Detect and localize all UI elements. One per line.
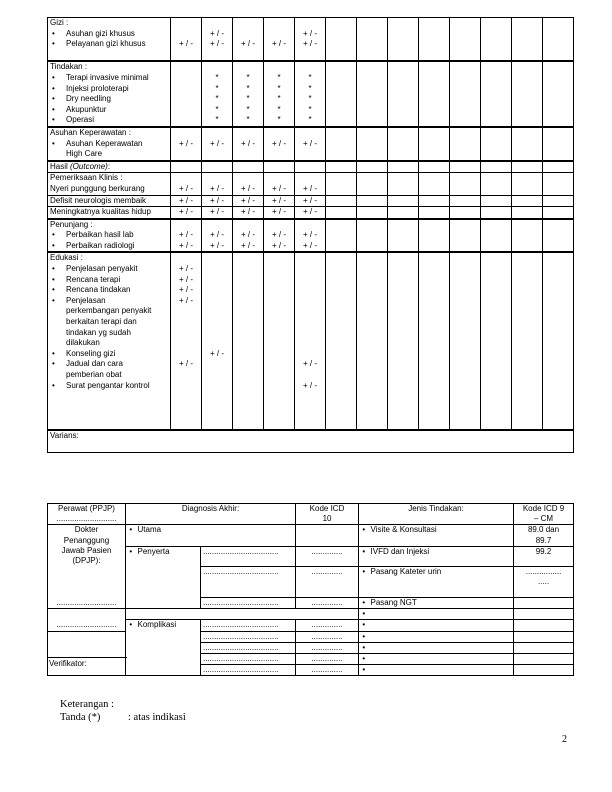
summary-row-komplikasi-3: .................................. .............. • <box>48 642 574 653</box>
diagnosis-header: Diagnosis Akhir: <box>126 504 296 525</box>
pemeriksaan-title: Pemeriksaan Klinis : <box>50 173 123 183</box>
dokter-cell: Dokter Penanggung Jawab Pasien (DPJP): ........................... <box>48 525 126 609</box>
tindakan-title: Tindakan : <box>50 62 88 72</box>
summary-row-blank: ........................... • <box>48 609 574 620</box>
footer-notes <box>60 698 186 724</box>
keperawatan-section: Asuhan Keperawatan : • Asuhan Keperawatan High Care + / - + / - + / - + / - + / - <box>48 127 574 161</box>
summary-row-penyerta: • Penyerta .................................. .............. • IVFD dan Injeksi 99.2 <box>48 546 574 566</box>
gizi-section: Gizi : • Asuhan gizi khusus • Pelayanan gizi khusus + / - + / - + / - + / - + / - + / - + / - <box>48 18 574 62</box>
tindakan-section: Tindakan : • Terapi invasive minimal • Injeksi proloterapi • Dry needling • Akupunktur • Operasi * * * * * * * * * * * * * * * * * * * * <box>48 61 574 127</box>
summary-row-komplikasi-5: .................................. .............. • <box>48 665 574 676</box>
tanda-desc: : atas indikasi <box>128 712 186 723</box>
tindakan-marks: * * * * * <box>202 61 233 127</box>
varians-section <box>48 430 574 452</box>
clinical-pathway-table <box>47 17 574 453</box>
penunjang-title: Penunjang : <box>50 219 93 229</box>
summary-row-komplikasi-2: .................................. .............. • <box>48 631 574 642</box>
summary-table <box>47 503 574 676</box>
summary-row-komplikasi-4: .................................. .............. • <box>48 654 574 665</box>
summary-row-utama: Dokter Penanggung Jawab Pasien (DPJP): ........................... • Utama • Visite & Konsultasi 89.0 dan 89.7 <box>48 525 574 546</box>
hasil-section <box>48 161 574 173</box>
pemeriksaan-row-defisit: Defisit neurologis membaik + / - + / - + / - + / - + / - <box>48 195 574 207</box>
edukasi-section: Edukasi : • Penjelasan penyakit • Rencana terapi • Rencana tindakan • Penjelasan perkembangan penyakit berkaitan terapi dan tindakan yg sudah dilakukan • Konseling gizi • Jadual dan cara pemberian obat • Surat pengantar kontrol + / - + / - + / - + / - + / - + / - + / - + / - <box>48 252 574 430</box>
summary-row-komplikasi: • Komplikasi .................................. .............. • <box>48 620 574 631</box>
summary-row-penyerta-3: .................................. .............. • Pasang NGT <box>48 598 574 609</box>
gizi-title: Gizi : <box>50 18 69 27</box>
jenis-tindakan-header: Jenis Tindakan: <box>359 504 514 525</box>
gizi-item-asuhan: • Asuhan gizi khusus <box>50 29 168 40</box>
tanda-label: Tanda (*) <box>60 712 101 723</box>
varians-title: Varians: <box>50 431 79 441</box>
pemeriksaan-row-kualitas: Meningkatnya kualitas hidup + / - + / - + / - + / - + / - <box>48 207 574 219</box>
page-number: 2 <box>562 734 567 745</box>
summary-header-row: Perawat (PPJP) ........................... Diagnosis Akhir: Kode ICD 10 Jenis Tindakan: Kode ICD 9 – CM <box>48 504 574 525</box>
pemeriksaan-title-row: Pemeriksaan Klinis : Nyeri punggung berkurang + / - + / - + / - + / - + / - <box>48 173 574 195</box>
verifikator-block: Verifikator: ........................... <box>49 659 125 679</box>
verifikator-label: Verifikator: <box>49 659 87 668</box>
summary-row-penyerta-2: .................................. .............. • Pasang Kateter urin ................ ..... <box>48 567 574 598</box>
perawat-label: Perawat (PPJP) <box>58 504 115 513</box>
edukasi-title: Edukasi : <box>50 253 83 263</box>
hasil-title: Hasil (Outcome): <box>50 161 111 171</box>
keterangan-label: Keterangan : <box>60 699 114 710</box>
penunjang-section: Penunjang : • Perbaikan hasil lab • Perbaikan radiologi + / - + / - + / - + / - + / - + / - + / - + / - + / - + / - <box>48 219 574 253</box>
gizi-item-pelayanan: • Pelayanan gizi khusus <box>50 39 168 50</box>
keperawatan-title: Asuhan Keperawatan : <box>50 127 131 137</box>
